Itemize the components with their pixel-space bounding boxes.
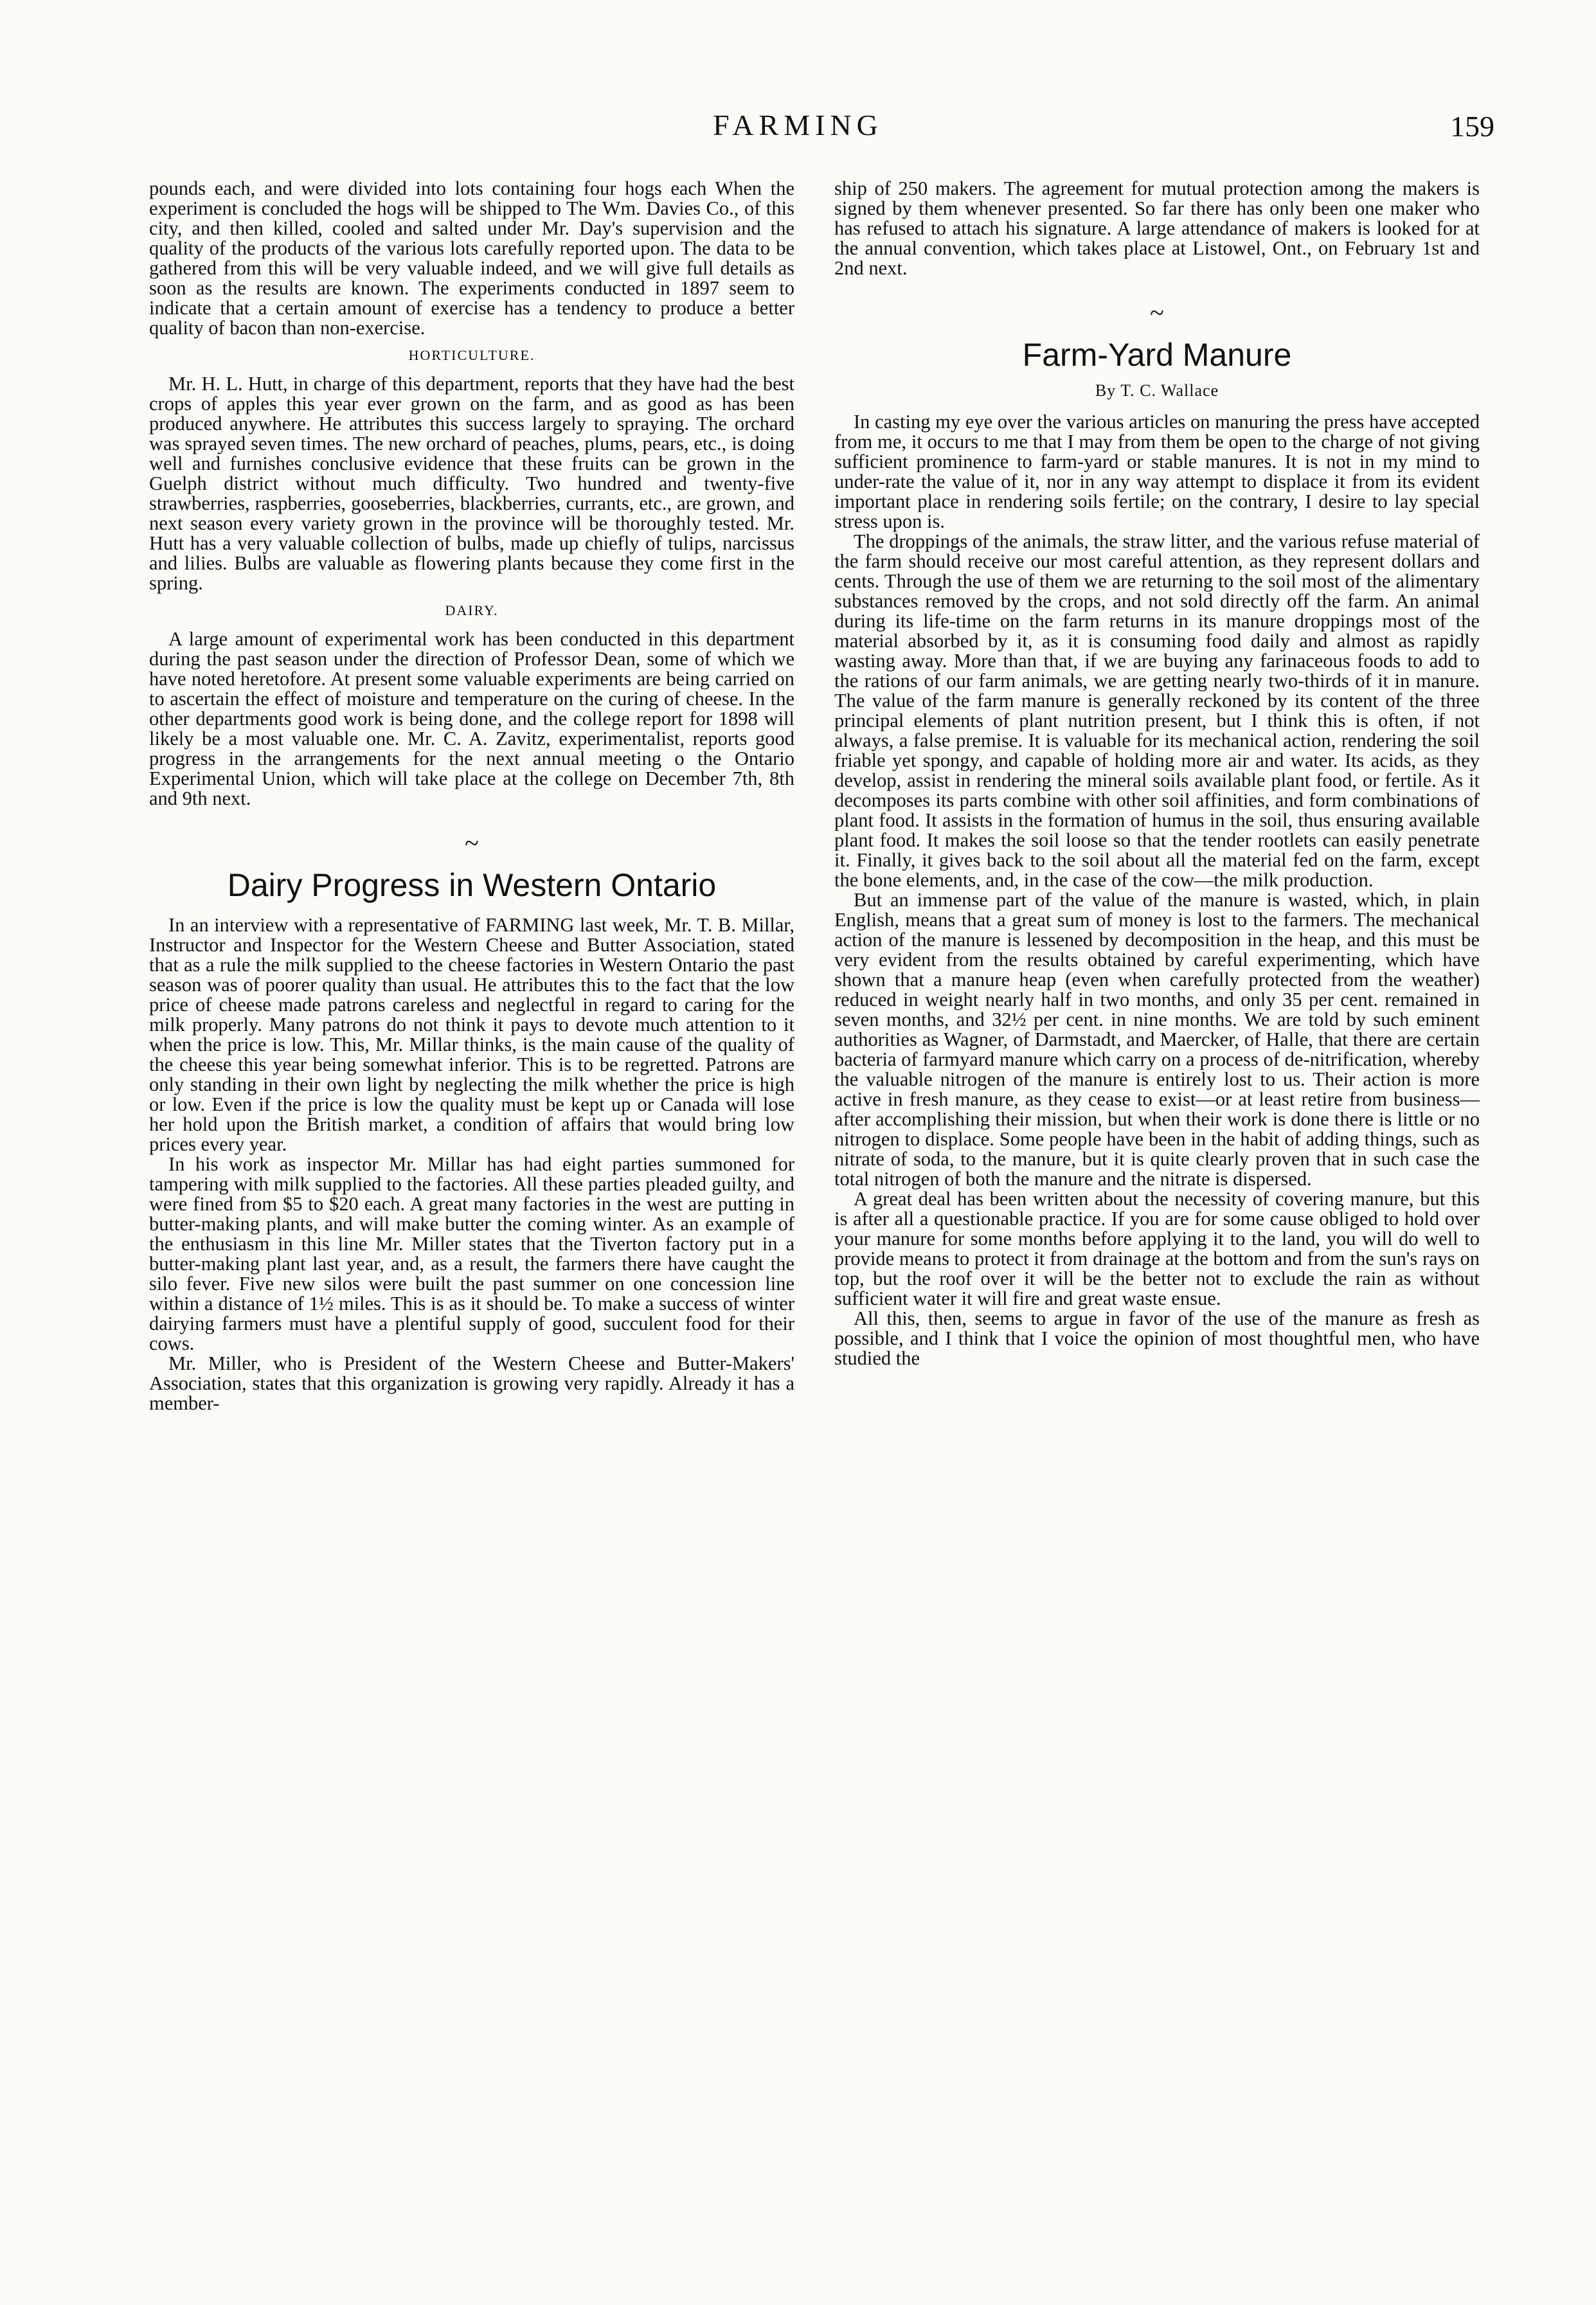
manure-paragraph-1: In casting my eye over the various articles on manuring the press have accepted from me, it occurs to me that I may from them be open to the charge of not giving sufficient prominence to farm-yard or stable manures. It is not in my mind to under-rate the value of it, nor in any way attempt to displace it from its evident important place in rendering soils fertile; on the contrary, I desire to lay special stress upon is. (834, 411, 1480, 532)
intro-paragraph: pounds each, and were divided into lots containing four hogs each When the experiment is concluded the hogs will be shipped to The Wm. Davies Co., of this city, and then killed, cooled and salted under Mr. Day's supervision and the quality of the products of the various lots carefully reported upon. The data to be gathered from this will be very valuable indeed, and we will give full details as soon as the results are known. The experiments conducted in 1897 seem to indicate that a certain amount of exercise has a tendency to produce a better quality of bacon than non-exercise. (149, 177, 794, 339)
left-column (149, 179, 794, 1413)
dairy-progress-paragraph-2: In his work as inspector Mr. Millar has had eight parties summoned for tampering with milk supplied to the factories. All these parties pleaded guilty, and were fined from $5 to $20 each. A great many factories in the west are putting in butter-making plants, and will make butter the coming winter. As an example of the enthusiasm in this line Mr. Miller states that the Tiverton factory put in a butter-making plant last year, and, as a result, the farmers there have caught the silo fever. Five new silos were built the past summer on one concession line within a distance of 1½ miles. This is as it should be. To make a success of winter dairying farmers must have a plentiful supply of good, succulent food for their cows. (149, 1153, 794, 1354)
horticulture-paragraph: Mr. H. L. Hutt, in charge of this department, reports that they have had the best crops of apples this year ever grown on the farm, and as good as has been produced anywhere. He attributes this success largely to spraying. The orchard was sprayed seven times. The new orchard of peaches, plums, pears, etc., is doing well and furnishes conclusive evidence that these fruits can be grown in the Guelph district without much difficulty. Two hundred and twenty-five strawberries, raspberries, gooseberries, blackberries, currants, etc., are grown, and next season every variety grown in the province will be thoroughly tested. Mr. Hutt has a very valuable collection of bulbs, made up chiefly of tulips, narcissus and lilies. Bulbs are valuable as flowering plants because they come first in the spring. (149, 373, 794, 594)
page-header-title: FARMING (713, 109, 883, 141)
dairy-paragraph: A large amount of experimental work has been conducted in this department during the past season under the direction of Professor Dean, some of which we have noted heretofore. At present some valuable experiments are being carried on to ascertain the effect of moisture and temperature on the curing of cheese. In the other departments good work is being done, and the college report for 1898 will likely be a most valuable one. Mr. C. A. Zavitz, experimentalist, reports good progress in the arrangements for the next annual meeting o the Ontario Experimental Union, which will take place at the college on December 7th, 8th and 9th next. (149, 628, 794, 809)
manure-paragraph-5: All this, then, seems to argue in favor of the use of the manure as fresh as possible, and I think that I voice the opinion of most thoughtful men, who have studied the (834, 1307, 1480, 1369)
dairy-progress-title: Dairy Progress in Western Ontario (227, 867, 717, 903)
continuation-paragraph: ship of 250 makers. The agreement for mutual protection among the makers is signed by them whenever presented. So far there has only been one maker who has refused to attach his signature. A large attendance of makers is looked for at the annual convention, which takes place at Listowel, Ont., on February 1st and 2nd next. (834, 177, 1480, 279)
farm-yard-manure-title: Farm-Yard Manure (1022, 337, 1292, 373)
dairy-heading: DAIRY. (445, 602, 499, 618)
dairy-progress-paragraph-1: In an interview with a representative of FARMING last week, Mr. T. B. Millar, Instructor and Inspector for the Western Cheese and Butter Association, stated that as a rule the milk supplied to the cheese factories in Western Ontario the past season was of poorer quality than usual. He attributes this to the fact that the low price of cheese made patrons careless and neglectful in regard to caring for the milk properly. Many patrons do not think it pays to devote much attention to it when the price is low. This, Mr. Millar thinks, is the main cause of the quality of the cheese this year being somewhat inferior. This is to be regretted. Patrons are only standing in their own light by neglecting the milk whether the price is high or low. Even if the price is low the quality must be kept up or Canada will lose her hold upon the British market, a condition of affairs that would bring low prices every year. (149, 914, 794, 1155)
section-ornament-icon: ~ (465, 829, 479, 857)
article-byline: By T. C. Wallace (1095, 381, 1219, 400)
section-ornament-icon: ~ (1150, 298, 1164, 327)
manure-paragraph-3: But an immense part of the value of the manure is wasted, which, in plain English, means that a great sum of money is lost to the farmers. The mechanical action of the manure is lessened by decomposition in the heap, and this must be very evident from the results obtained by careful experimenting, which have shown that a manure heap (even when carefully protected from the weather) reduced in weight nearly half in two months, and only 35 per cent. remained in seven months, and 32½ per cent. in nine months. We are told by such eminent authorities as Wagner, of Darmstadt, and Maercker, of Halle, that there are certain bacteria of farmyard manure which carry on a process of de-nitrification, whereby the valuable nitrogen of the manure is entirely lost to us. Their action is more active in fresh manure, as they cease to exist—or at least retire from business—after accomplishing their mission, but when their work is done there is little or no nitrogen to displace. Some people have been in the habit of adding things, such as nitrate of soda, to the manure, but it is quite clearly proven that in such case the total nitrogen of both the manure and the nitrate is dispersed. (834, 889, 1480, 1190)
right-column (834, 179, 1480, 1368)
dairy-progress-paragraph-3: Mr. Miller, who is President of the Western Cheese and Butter-Makers' Association, states that this organization is growing very rapidly. Already it has a member- (149, 1352, 794, 1414)
manure-paragraph-2: The droppings of the animals, the straw litter, and the various refuse material of the farm should receive our most careful attention, as they represent dollars and cents. Through the use of them we are returning to the soil most of the alimentary substances removed by the crops, and not sold directly off the farm. An animal during its life-time on the farm returns in its manure droppings most of the material absorbed by it, as it is consuming food daily and almost as rapidly wasting away. More than that, if we are buying any farinaceous foods to add to the rations of our farm animals, we are getting nearly two-thirds of it in manure. The value of the farm manure is generally reckoned by its content of the three principal elements of plant nutrition present, but I think this is often, if not always, a false premise. It is valuable for its mechanical action, rendering the soil friable yet spongy, and capable of holding more air and water. Its acids, as they develop, assist in rendering the mineral soils available plant food, or fertile. As it decomposes its parts combine with other soil affinities, and form combinations of plant food. It assists in the formation of humus in the soil, thus ensuring available plant food. It makes the soil loose so that the tender rootlets can easily penetrate it. Finally, it gives back to the soil about all the material fed on the farm, except the bone elements, and, in the case of the cow—the milk production. (834, 530, 1480, 891)
page-number: 159 (1450, 110, 1494, 143)
manure-paragraph-4: A great deal has been written about the necessity of covering manure, but this is after all a questionable practice. If you are for some cause obliged to hold over your manure for some months before applying it to the land, you will do well to provide means to protect it from drainage at the bottom and from the sun's rays on top, but the roof over it will be the better not to exclude the rain as without sufficient water it will fire and great waste ensue. (834, 1188, 1480, 1309)
running-header (0, 108, 1596, 147)
horticulture-heading: HORTICULTURE. (408, 347, 535, 363)
